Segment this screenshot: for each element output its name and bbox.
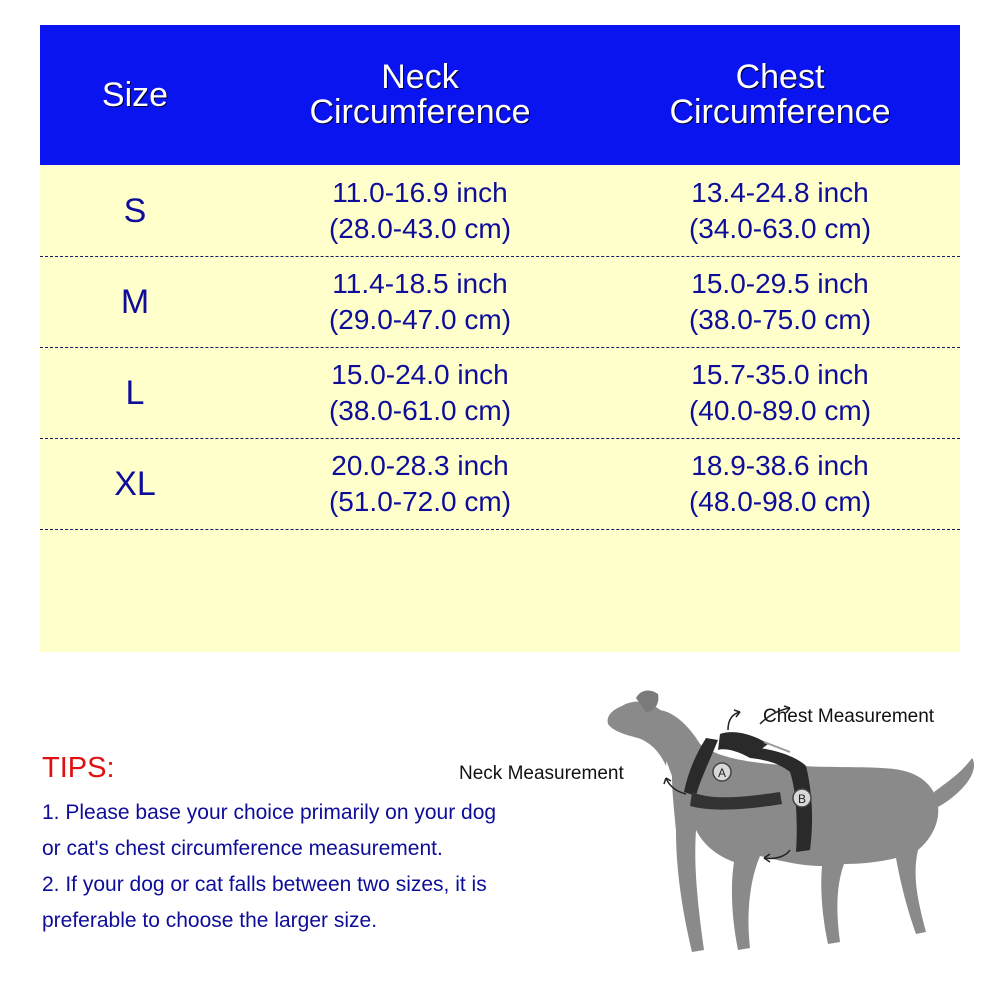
neck-inch: 15.0-24.0 inch [331, 359, 509, 390]
chest-cell [600, 348, 960, 438]
neck-inch: 11.4-18.5 inch [332, 268, 508, 299]
tip-line: preferable to choose the larger size. [42, 909, 378, 932]
neck-cm: (38.0-61.0 cm) [328, 395, 512, 426]
neck-cell [240, 439, 600, 529]
svg-text:B: B [797, 792, 807, 806]
neck-cell [240, 348, 600, 438]
chest-cell [600, 166, 960, 256]
chest-inch: 15.7-35.0 inch [691, 359, 869, 390]
svg-text:A: A [717, 766, 727, 780]
size-cell: M [120, 283, 150, 321]
tip-line: or cat's chest circumference measurement. [42, 837, 443, 860]
dog-harness-illustration [600, 680, 1000, 970]
table-row [40, 166, 960, 257]
neck-cm: (29.0-47.0 cm) [328, 304, 512, 335]
table-row [40, 257, 960, 348]
size-cell: L [125, 374, 145, 412]
chest-cm: (48.0-98.0 cm) [688, 486, 872, 517]
size-chart-table [40, 25, 960, 652]
tips-title: TIPS: [42, 752, 115, 784]
neck-measurement-label: Neck Measurement [459, 763, 624, 784]
chest-cell [600, 439, 960, 529]
dog-silhouette-icon [608, 691, 974, 952]
chest-measurement-label: Chest Measurement [763, 706, 935, 727]
neck-cm: (28.0-43.0 cm) [328, 213, 512, 244]
chest-cm: (40.0-89.0 cm) [688, 395, 872, 426]
chest-cm: (34.0-63.0 cm) [688, 213, 872, 244]
tip-line: 2. If your dog or cat falls between two sizes, it is [42, 873, 487, 896]
chest-inch: 18.9-38.6 inch [691, 450, 869, 481]
size-cell: XL [114, 465, 156, 503]
neck-cm: (51.0-72.0 cm) [328, 486, 512, 517]
neck-cell [240, 257, 600, 347]
chest-inch: 13.4-24.8 inch [691, 177, 869, 208]
table-row [40, 439, 960, 530]
neck-cell [240, 166, 600, 256]
size-cell: S [123, 192, 147, 230]
chest-inch: 15.0-29.5 inch [691, 268, 869, 299]
tip-line: 1. Please base your choice primarily on your dog [42, 801, 497, 824]
table-row [40, 348, 960, 439]
neck-inch: 20.0-28.3 inch [331, 450, 509, 481]
chest-cell [600, 257, 960, 347]
neck-inch: 11.0-16.9 inch [332, 177, 508, 208]
table-header [40, 25, 960, 165]
chest-cm: (38.0-75.0 cm) [688, 304, 872, 335]
header-size: Size [101, 75, 169, 114]
header-chest: Chest Circumference [669, 58, 891, 131]
header-neck: Neck Circumference [309, 58, 531, 131]
